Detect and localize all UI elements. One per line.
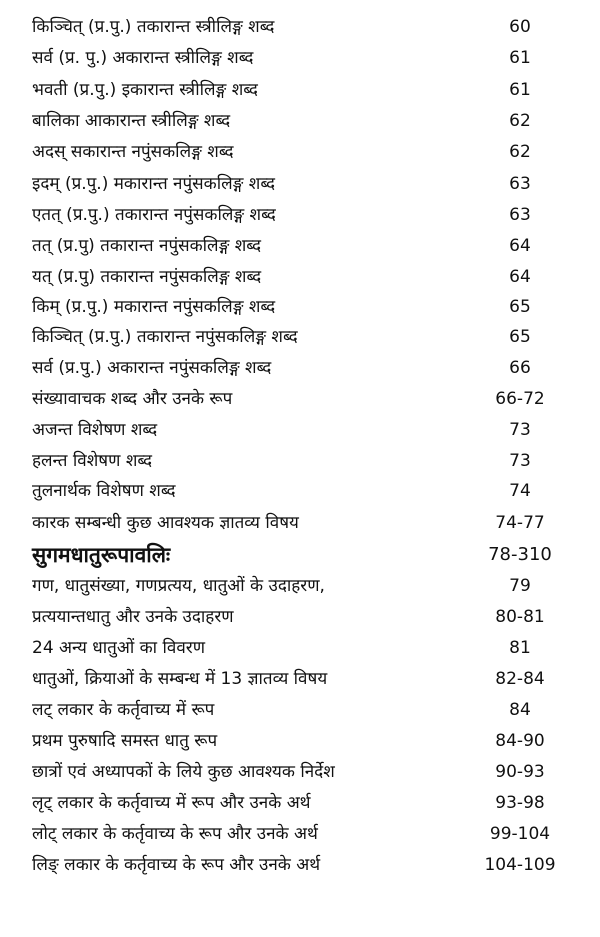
toc-entry [0,788,600,818]
entry-title: प्रथम पुरुषादि समस्त धातु रूप [32,731,218,751]
entry-title: 24 अन्य धातुओं का विवरण [32,638,206,658]
page-number: 63 [509,174,531,194]
entry-title: एतत् (प्र.पु.) तकारान्त नपुंसकलिङ्ग शब्द [32,205,276,225]
toc-entry [0,75,600,105]
toc-entry [0,231,600,261]
entry-title: किञ्चित् (प्र.पु.) तकारान्त स्त्रीलिङ्ग शब्द [32,17,275,37]
entry-title: तुलनार्थक विशेषण शब्द [32,481,176,501]
toc-section-heading [0,540,600,570]
entry-title: लोट् लकार के कर्तृवाच्य के रूप और उनके अर्थ [32,824,318,844]
entry-title: संख्यावाचक शब्द और उनके रूप [32,389,233,409]
entry-title: लट् लकार के कर्तृवाच्य में रूप [32,700,215,720]
page-number: 63 [509,205,531,225]
toc-entry [0,726,600,756]
toc-entry [0,169,600,199]
entry-title: धातुओं, क्रियाओं के सम्बन्ध में 13 ज्ञातव्य विषय [32,669,328,689]
toc-entry [0,262,600,292]
page-number: 64 [509,267,531,287]
entry-title: सर्व (प्र.पु.) अकारान्त नपुंसकलिङ्ग शब्द [32,358,272,378]
entry-title: तत् (प्र.पु) तकारान्त नपुंसकलिङ्ग शब्द [32,236,262,256]
page-number: 62 [509,111,531,131]
page-number: 84-90 [495,731,545,751]
toc-entry [0,12,600,42]
toc-entry [0,322,600,352]
toc-entry [0,757,600,787]
page-number: 60 [509,17,531,37]
entry-title: बालिका आकारान्त स्त्रीलिङ्ग शब्द [32,111,231,131]
entry-title: किम् (प्र.पु.) मकारान्त नपुंसकलिङ्ग शब्द [32,297,276,317]
page-number: 66-72 [495,389,545,409]
page-number: 78-310 [488,544,552,565]
page-number: 90-93 [495,762,545,782]
entry-title: सर्व (प्र. पु.) अकारान्त स्त्रीलिङ्ग शब्द [32,48,254,68]
entry-title: अदस् सकारान्त नपुंसकलिङ्ग शब्द [32,142,234,162]
toc-entry [0,137,600,167]
toc-entry [0,571,600,601]
page-number: 79 [509,576,531,596]
entry-title: यत् (प्र.पु) तकारान्त नपुंसकलिङ्ग शब्द [32,267,262,287]
toc-entry [0,476,600,506]
toc-entry [0,43,600,73]
page-number: 65 [509,327,531,347]
section-title: सुगमधातुरूपावलिः [32,543,171,567]
page-number: 99-104 [489,824,551,844]
page-number: 82-84 [495,669,545,689]
page-number: 74-77 [495,513,545,533]
toc-entry [0,819,600,849]
page-number: 64 [509,236,531,256]
page-number: 74 [509,481,531,501]
page-number: 62 [509,142,531,162]
entry-title: कारक सम्बन्धी कुछ आवश्यक ज्ञातव्य विषय [32,513,299,533]
toc-entry [0,384,600,414]
toc-entry [0,850,600,880]
page-number: 66 [509,358,531,378]
toc-entry [0,446,600,476]
toc-entry [0,200,600,230]
page-number: 80-81 [495,607,545,627]
entry-title: गण, धातुसंख्या, गणप्रत्यय, धातुओं के उदाहरण, [32,576,325,596]
page-number: 61 [509,48,531,68]
entry-title: अजन्त विशेषण शब्द [32,420,158,440]
toc-entry [0,695,600,725]
entry-title: भवती (प्र.पु.) इकारान्त स्त्रीलिङ्ग शब्द [32,80,258,100]
toc-entry [0,292,600,322]
page-number: 61 [509,80,531,100]
page-number: 73 [509,420,531,440]
toc-entry [0,415,600,445]
page-number: 93-98 [495,793,545,813]
toc-entry [0,508,600,538]
entry-title: किञ्चित् (प्र.पु.) तकारान्त नपुंसकलिङ्ग शब्द [32,327,298,347]
toc-entry [0,106,600,136]
entry-title: लिङ् लकार के कर्तृवाच्य के रूप और उनके अर्थ [32,855,321,875]
entry-title: प्रत्ययान्तधातु और उनके उदाहरण [32,607,234,627]
toc-entry [0,353,600,383]
toc-entry [0,602,600,632]
entry-title: इदम् (प्र.पु.) मकारान्त नपुंसकलिङ्ग शब्द [32,174,276,194]
toc-entry [0,664,600,694]
page-number: 65 [509,297,531,317]
entry-title: छात्रों एवं अध्यापकों के लिये कुछ आवश्यक निर्देश [32,762,335,782]
page-number: 81 [509,638,531,658]
entry-title: लृट् लकार के कर्तृवाच्य में रूप और उनके अर्थ [32,793,311,813]
page-number: 73 [509,451,531,471]
entry-title: हलन्त विशेषण शब्द [32,451,153,471]
page-number: 104-109 [484,855,556,875]
toc-entry [0,633,600,663]
page-number: 84 [509,700,531,720]
